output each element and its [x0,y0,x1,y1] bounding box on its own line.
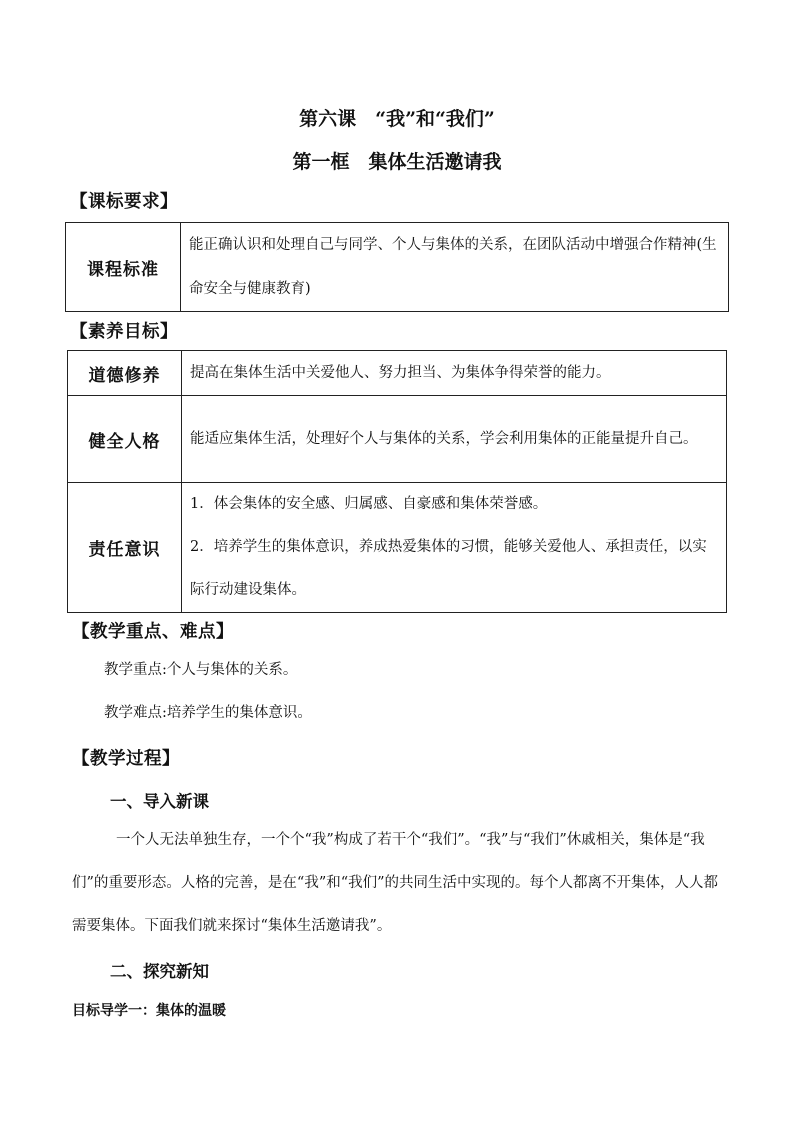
literacy-line: 2．培养学生的集体意识，养成热爱集体的习惯，能够关爱他人、承担责任，以实际行动建设集体。 [190,539,707,598]
literacy-line: 能适应集体生活，处理好个人与集体的关系，学会利用集体的正能量提升自己。 [190,431,698,447]
table-row [66,223,729,312]
teaching-difficulty: 教学难点:培养学生的集体意识。 [104,705,312,721]
literacy-label-responsibility: 责任意识 [68,483,182,613]
part1-title: 一、导入新课 [110,792,209,811]
literacy-heading: 【素养目标】 [70,322,178,342]
part2-title: 二、探究新知 [110,962,209,981]
literacy-text-personality [182,396,727,483]
literacy-text-morality [182,351,727,396]
curriculum-table [65,222,729,312]
table-row [68,396,727,483]
literacy-text-responsibility [182,483,727,613]
lesson-title: 第六课 “我”和“我们” [299,108,495,130]
curriculum-heading: 【课标要求】 [70,192,178,212]
process-heading: 【教学过程】 [72,749,180,769]
curriculum-label: 课程标准 [66,223,181,312]
goal1-title: 目标导学一：集体的温暖 [72,1003,226,1019]
part1-text: 一个人无法单独生存，一个个“我”构成了若干个“我们”。“我”与“我们”休戚相关，集体是“我们”的重要形态。人格的完善，是在“我”和“我们”的共同生活中实现的。每个人都离不开集体，人人都需要集体。下面我们就来探讨“集体生活邀请我”。 [72,832,719,934]
section-title: 第一框 集体生活邀请我 [292,151,502,173]
literacy-table [67,350,727,613]
table-row [68,483,727,613]
teaching-focus: 教学重点:个人与集体的关系。 [104,662,298,678]
literacy-label-morality: 道德修养 [68,351,182,396]
curriculum-text: 能正确认识和处理自己与同学、个人与集体的关系，在团队活动中增强合作精神(生命安全与健康教育) [181,223,729,312]
keypoints-heading: 【教学重点、难点】 [72,622,234,642]
literacy-line: 提高在集体生活中关爱他人、努力担当、为集体争得荣誉的能力。 [190,365,611,381]
table-row [68,351,727,396]
literacy-line: 1．体会集体的安全感、归属感、自豪感和集体荣誉感。 [190,496,548,512]
literacy-label-personality: 健全人格 [68,396,182,483]
